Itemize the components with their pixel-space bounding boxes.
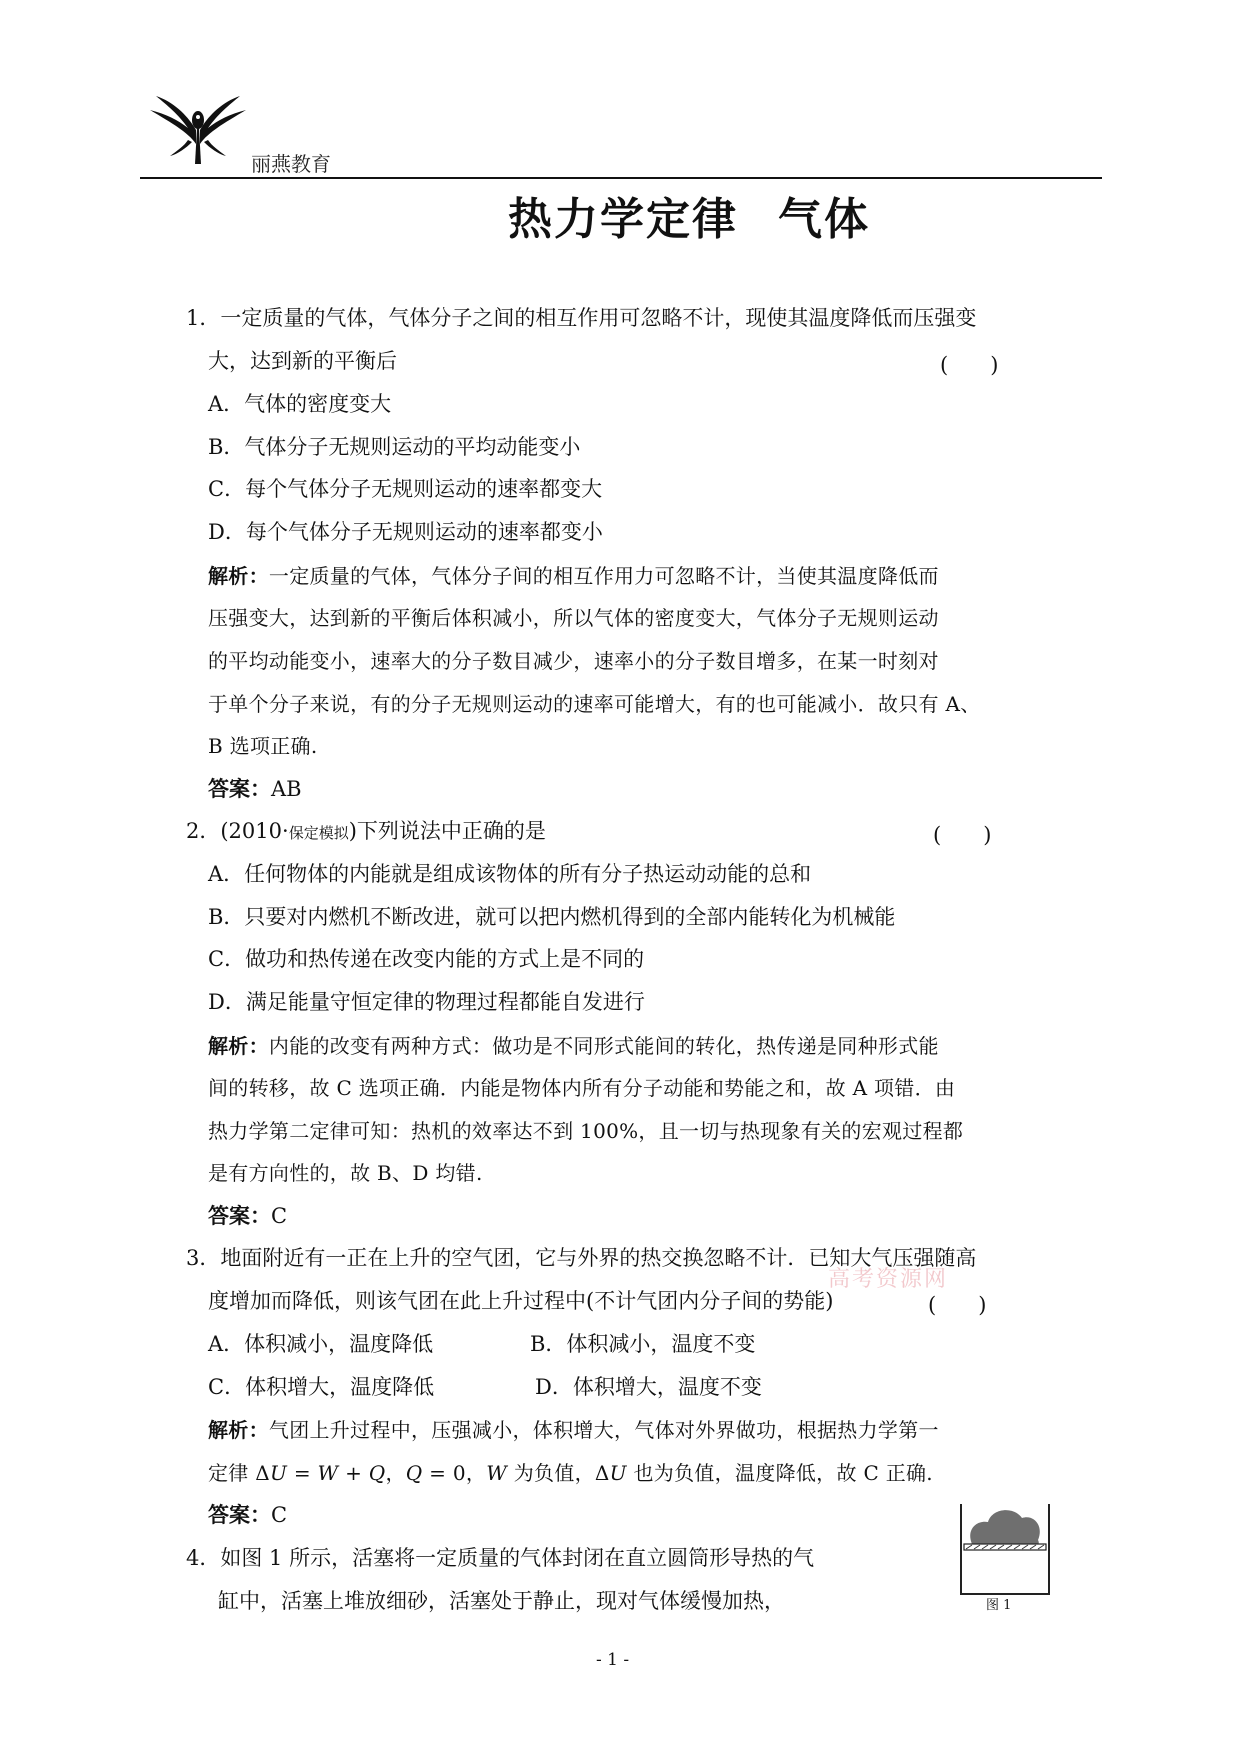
q1-analysis-text-1: 一定质量的气体，气体分子间的相互作用力可忽略不计，当使其温度降低而 bbox=[268, 564, 939, 588]
q3-stem-line-2: 度增加而降低，则该气团在此上升过程中(不计气团内分子间的势能) bbox=[208, 1289, 834, 1313]
q1-answer-label: 答案： bbox=[208, 776, 271, 801]
q3-analysis-label: 解析： bbox=[208, 1418, 269, 1442]
q3-analysis-line-2 bbox=[208, 1458, 933, 1488]
q2-answer-value: C bbox=[271, 1204, 288, 1228]
q1-answer bbox=[208, 774, 302, 804]
header-rule bbox=[140, 177, 1102, 179]
q3-var-q: Q bbox=[368, 1461, 386, 1485]
q1-stem-line-2: 大，达到新的平衡后 bbox=[208, 349, 397, 373]
q2-analysis-line-2: 间的转移，故 C 选项正确．内能是物体内所有分子动能和势能之和，故 A 项错．由 bbox=[208, 1076, 956, 1100]
q2-option-c: C．做功和热传递在改变内能的方式上是不同的 bbox=[208, 947, 645, 971]
q2-analysis-label: 解析： bbox=[208, 1034, 269, 1058]
q1-analysis-line-1 bbox=[208, 561, 939, 591]
q3-analysis-seg: 为负值，Δ bbox=[507, 1461, 610, 1485]
q3-option-c: C．体积增大，温度降低 bbox=[208, 1375, 435, 1399]
q2-analysis-line-1 bbox=[208, 1031, 939, 1061]
figure-caption: 图 1 bbox=[986, 1598, 1012, 1613]
q2-analysis-line-4: 是有方向性的，故 B、D 均错. bbox=[208, 1161, 483, 1185]
q3-analysis-seg: 定律 Δ bbox=[208, 1461, 271, 1485]
q3-analysis-seg: 也为负值，温度降低，故 C 正确. bbox=[626, 1461, 933, 1485]
q3-analysis-seg: + bbox=[338, 1461, 369, 1485]
q3-answer-label: 答案： bbox=[208, 1502, 271, 1527]
page-number: - 1 - bbox=[596, 1650, 630, 1670]
q1-analysis-line-2: 压强变大，达到新的平衡后体积减小，所以气体的密度变大，气体分子无规则运动 bbox=[208, 606, 939, 630]
q3-stem-line-1: 3．地面附近有一正在上升的空气团，它与外界的热交换忽略不计．已知大气压强随高 bbox=[186, 1246, 977, 1270]
q3-var-u: U bbox=[270, 1461, 288, 1485]
q4-stem-line-2: 缸中，活塞上堆放细砂，活塞处于静止，现对气体缓慢加热， bbox=[218, 1589, 785, 1613]
q2-option-a: A．任何物体的内能就是组成该物体的所有分子热运动动能的总和 bbox=[208, 862, 812, 886]
title-part-2: 气体 bbox=[778, 194, 870, 245]
q1-answer-value: AB bbox=[271, 777, 302, 801]
q3-analysis-seg: = bbox=[287, 1461, 318, 1485]
q3-analysis-line-1 bbox=[208, 1415, 939, 1445]
brand-name: 丽燕教育 bbox=[251, 152, 331, 176]
q3-answer bbox=[208, 1500, 287, 1530]
q1-analysis-line-4: 于单个分子来说，有的分子无规则运动的速率可能增大，有的也可能减小．故只有 A、 bbox=[208, 692, 981, 716]
q3-option-d: D．体积增大，温度不变 bbox=[535, 1375, 762, 1399]
q2-stem-pre: 2．(2010· bbox=[186, 819, 289, 843]
page-title bbox=[508, 183, 870, 247]
q3-var-w: W bbox=[486, 1461, 508, 1485]
q1-option-d: D．每个气体分子无规则运动的速率都变小 bbox=[208, 520, 603, 544]
q3-var-w: W bbox=[317, 1461, 339, 1485]
swallow-logo-icon bbox=[148, 92, 248, 168]
q1-option-a: A．气体的密度变大 bbox=[208, 392, 392, 416]
q2-stem-post: )下列说法中正确的是 bbox=[348, 819, 546, 843]
q2-option-d: D．满足能量守恒定律的物理过程都能自发进行 bbox=[208, 990, 645, 1014]
q2-option-b: B．只要对内燃机不断改进，就可以把内燃机得到的全部内能转化为机械能 bbox=[208, 905, 896, 929]
q1-analysis-line-3: 的平均动能变小，速率大的分子数目减少，速率小的分子数目增多，在某一时刻对 bbox=[208, 649, 939, 673]
q1-stem-line-1: 1．一定质量的气体，气体分子之间的相互作用可忽略不计，现使其温度降低而压强变 bbox=[186, 306, 977, 330]
watermark-text: 高考资源网 bbox=[828, 1267, 949, 1292]
q3-option-a: A．体积减小，温度降低 bbox=[208, 1332, 434, 1356]
q2-analysis-text-1: 内能的改变有两种方式：做功是不同形式能间的转化，热传递是同种形式能 bbox=[268, 1034, 939, 1058]
q4-stem-line-1: 4．如图 1 所示，活塞将一定质量的气体封闭在直立圆筒形导热的气 bbox=[186, 1546, 815, 1570]
q2-answer bbox=[208, 1201, 287, 1231]
q1-option-b: B．气体分子无规则运动的平均动能变小 bbox=[208, 435, 581, 459]
q3-analysis-text-1: 气团上升过程中，压强减小，体积增大，气体对外界做功，根据热力学第一 bbox=[268, 1418, 939, 1442]
q3-var-u: U bbox=[609, 1461, 627, 1485]
q3-answer-value: C bbox=[271, 1503, 288, 1527]
title-part-1: 热力学定律 bbox=[508, 194, 738, 245]
q2-stem bbox=[186, 816, 546, 848]
q3-analysis-seg: ， bbox=[385, 1461, 406, 1485]
q2-stem-source: 保定模拟 bbox=[288, 824, 349, 842]
q2-answer-blank: ( ) bbox=[933, 823, 992, 847]
q1-answer-blank: ( ) bbox=[940, 353, 999, 377]
cylinder-piston-figure bbox=[958, 1490, 1052, 1610]
q2-analysis-line-3: 热力学第二定律可知：热机的效率达不到 100%，且一切与热现象有关的宏观过程都 bbox=[208, 1119, 964, 1143]
q1-option-c: C．每个气体分子无规则运动的速率都变大 bbox=[208, 477, 603, 501]
q2-answer-label: 答案： bbox=[208, 1203, 271, 1228]
q3-var-q: Q bbox=[405, 1461, 423, 1485]
q3-option-b: B．体积减小，温度不变 bbox=[530, 1332, 756, 1356]
q1-analysis-label: 解析： bbox=[208, 564, 269, 588]
q3-analysis-seg: = 0， bbox=[422, 1461, 487, 1485]
q1-analysis-line-5: B 选项正确. bbox=[208, 734, 318, 758]
q3-answer-blank: ( ) bbox=[928, 1293, 987, 1317]
